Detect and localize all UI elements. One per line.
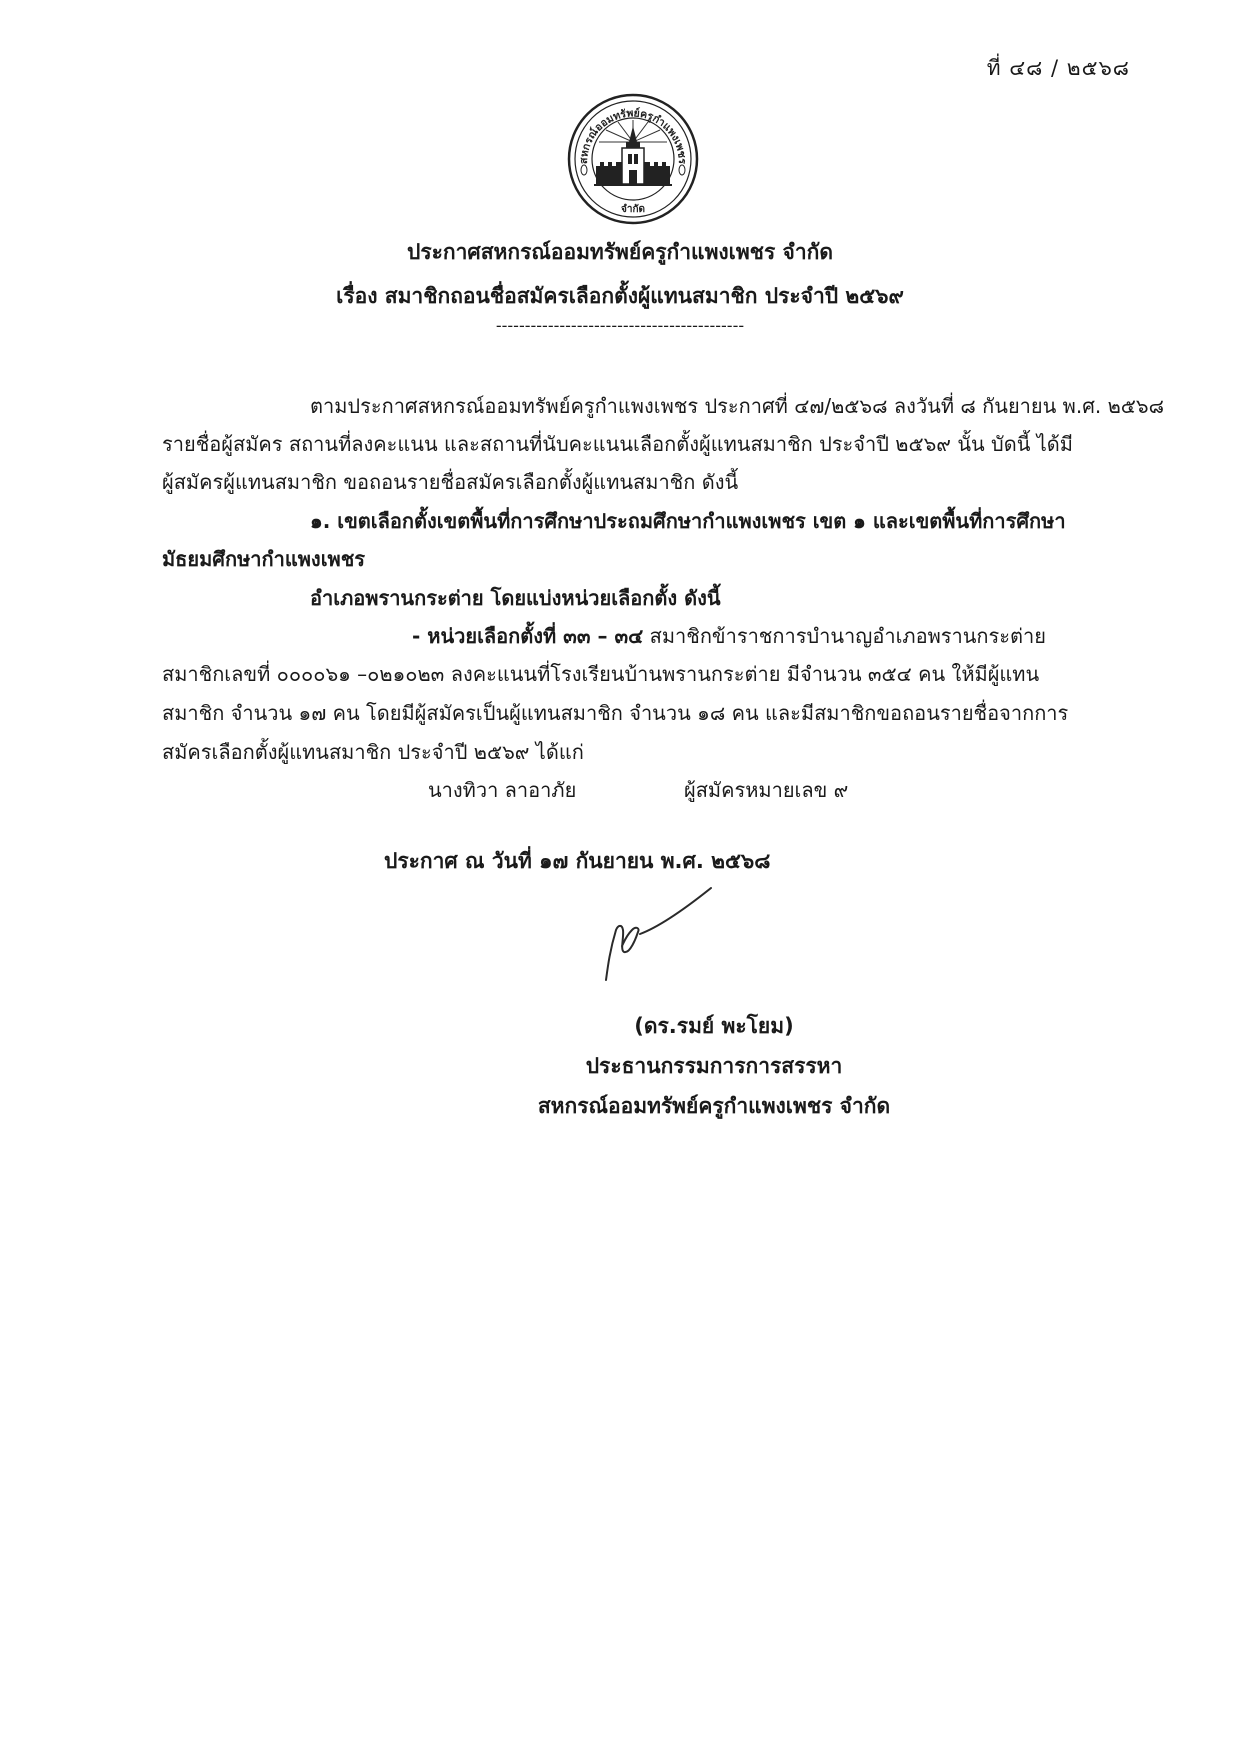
withdrawn-candidate-number: ผู้สมัครหมายเลข ๙: [684, 778, 849, 802]
signer-name: (ดร.รมย์ พะโยม): [634, 1014, 794, 1038]
district-heading: อำเภอพรานกระต่าย โดยแบ่งหน่วยเลือกตั้ง ดังนี้: [310, 586, 721, 610]
unit-desc: สมาชิกข้าราชการบำนาญอำเภอพรานกระต่าย: [643, 624, 1046, 648]
section-heading: ๑. เขตเลือกตั้งเขตพื้นที่การศึกษาประถมศึกษากำแพงเพชร เขต ๑ และเขตพื้นที่การศึกษา: [310, 509, 1066, 533]
unit-number: - หน่วยเลือกตั้งที่ ๓๓ – ๓๔: [412, 624, 644, 648]
body-line: รายชื่อผู้สมัคร สถานที่ลงคะแนน และสถานที่นับคะแนนเลือกตั้งผู้แทนสมาชิก ประจำปี ๒๕๖๙ นั้น บัดนี้ ได้มี: [162, 432, 1073, 456]
section-heading-cont: มัธยมศึกษากำแพงเพชร: [162, 547, 366, 571]
seal-text-bottom: จำกัด: [620, 204, 646, 215]
signer-position: ประธานกรรมการการสรรหา: [585, 1054, 843, 1078]
body-line: สมาชิกเลขที่ ๐๐๐๐๖๑ –๐๒๑๐๒๓ ลงคะแนนที่โรงเรียนบ้านพรานกระต่าย มีจำนวน ๓๕๔ คน ให้มีผู้แทน: [162, 662, 1040, 686]
seal-text-top: สหกรณ์ออมทรัพย์ครูกำแพงเพชร: [577, 107, 689, 165]
signer-organization: สหกรณ์ออมทรัพย์ครูกำแพงเพชร จำกัด: [537, 1094, 891, 1118]
announcement-title: ประกาศสหกรณ์ออมทรัพย์ครูกำแพงเพชร จำกัด: [407, 240, 833, 264]
body-line: สมัครเลือกตั้งผู้แทนสมาชิก ประจำปี ๒๕๖๙ ได้แก่: [162, 740, 584, 764]
cooperative-seal-icon: [566, 92, 700, 226]
document-number: ที่ ๔๘ / ๒๕๖๘: [986, 56, 1130, 80]
body-line: ผู้สมัครผู้แทนสมาชิก ขอถอนรายชื่อสมัครเลือกตั้งผู้แทนสมาชิก ดังนี้: [162, 470, 739, 494]
announcement-subject: เรื่อง สมาชิกถอนชื่อสมัครเลือกตั้งผู้แทนสมาชิก ประจำปี ๒๕๖๙: [336, 284, 904, 308]
title-separator: -------------------------------------------: [495, 316, 745, 335]
body-line: ตามประกาศสหกรณ์ออมทรัพย์ครูกำแพงเพชร ประกาศที่ ๔๗/๒๕๖๘ ลงวันที่ ๘ กันยายน พ.ศ. ๒๕๖๘: [310, 394, 1165, 418]
body-line: สมาชิก จำนวน ๑๗ คน โดยมีผู้สมัครเป็นผู้แทนสมาชิก จำนวน ๑๘ คน และมีสมาชิกขอถอนรายชื่อจากการ: [162, 701, 1069, 725]
unit-line: [412, 620, 1046, 652]
announce-date: ประกาศ ณ วันที่ ๑๗ กันยายน พ.ศ. ๒๕๖๘: [384, 849, 771, 873]
withdrawn-name: นางทิวา ลาอาภัย: [428, 778, 577, 802]
signature-image: [596, 880, 746, 1000]
